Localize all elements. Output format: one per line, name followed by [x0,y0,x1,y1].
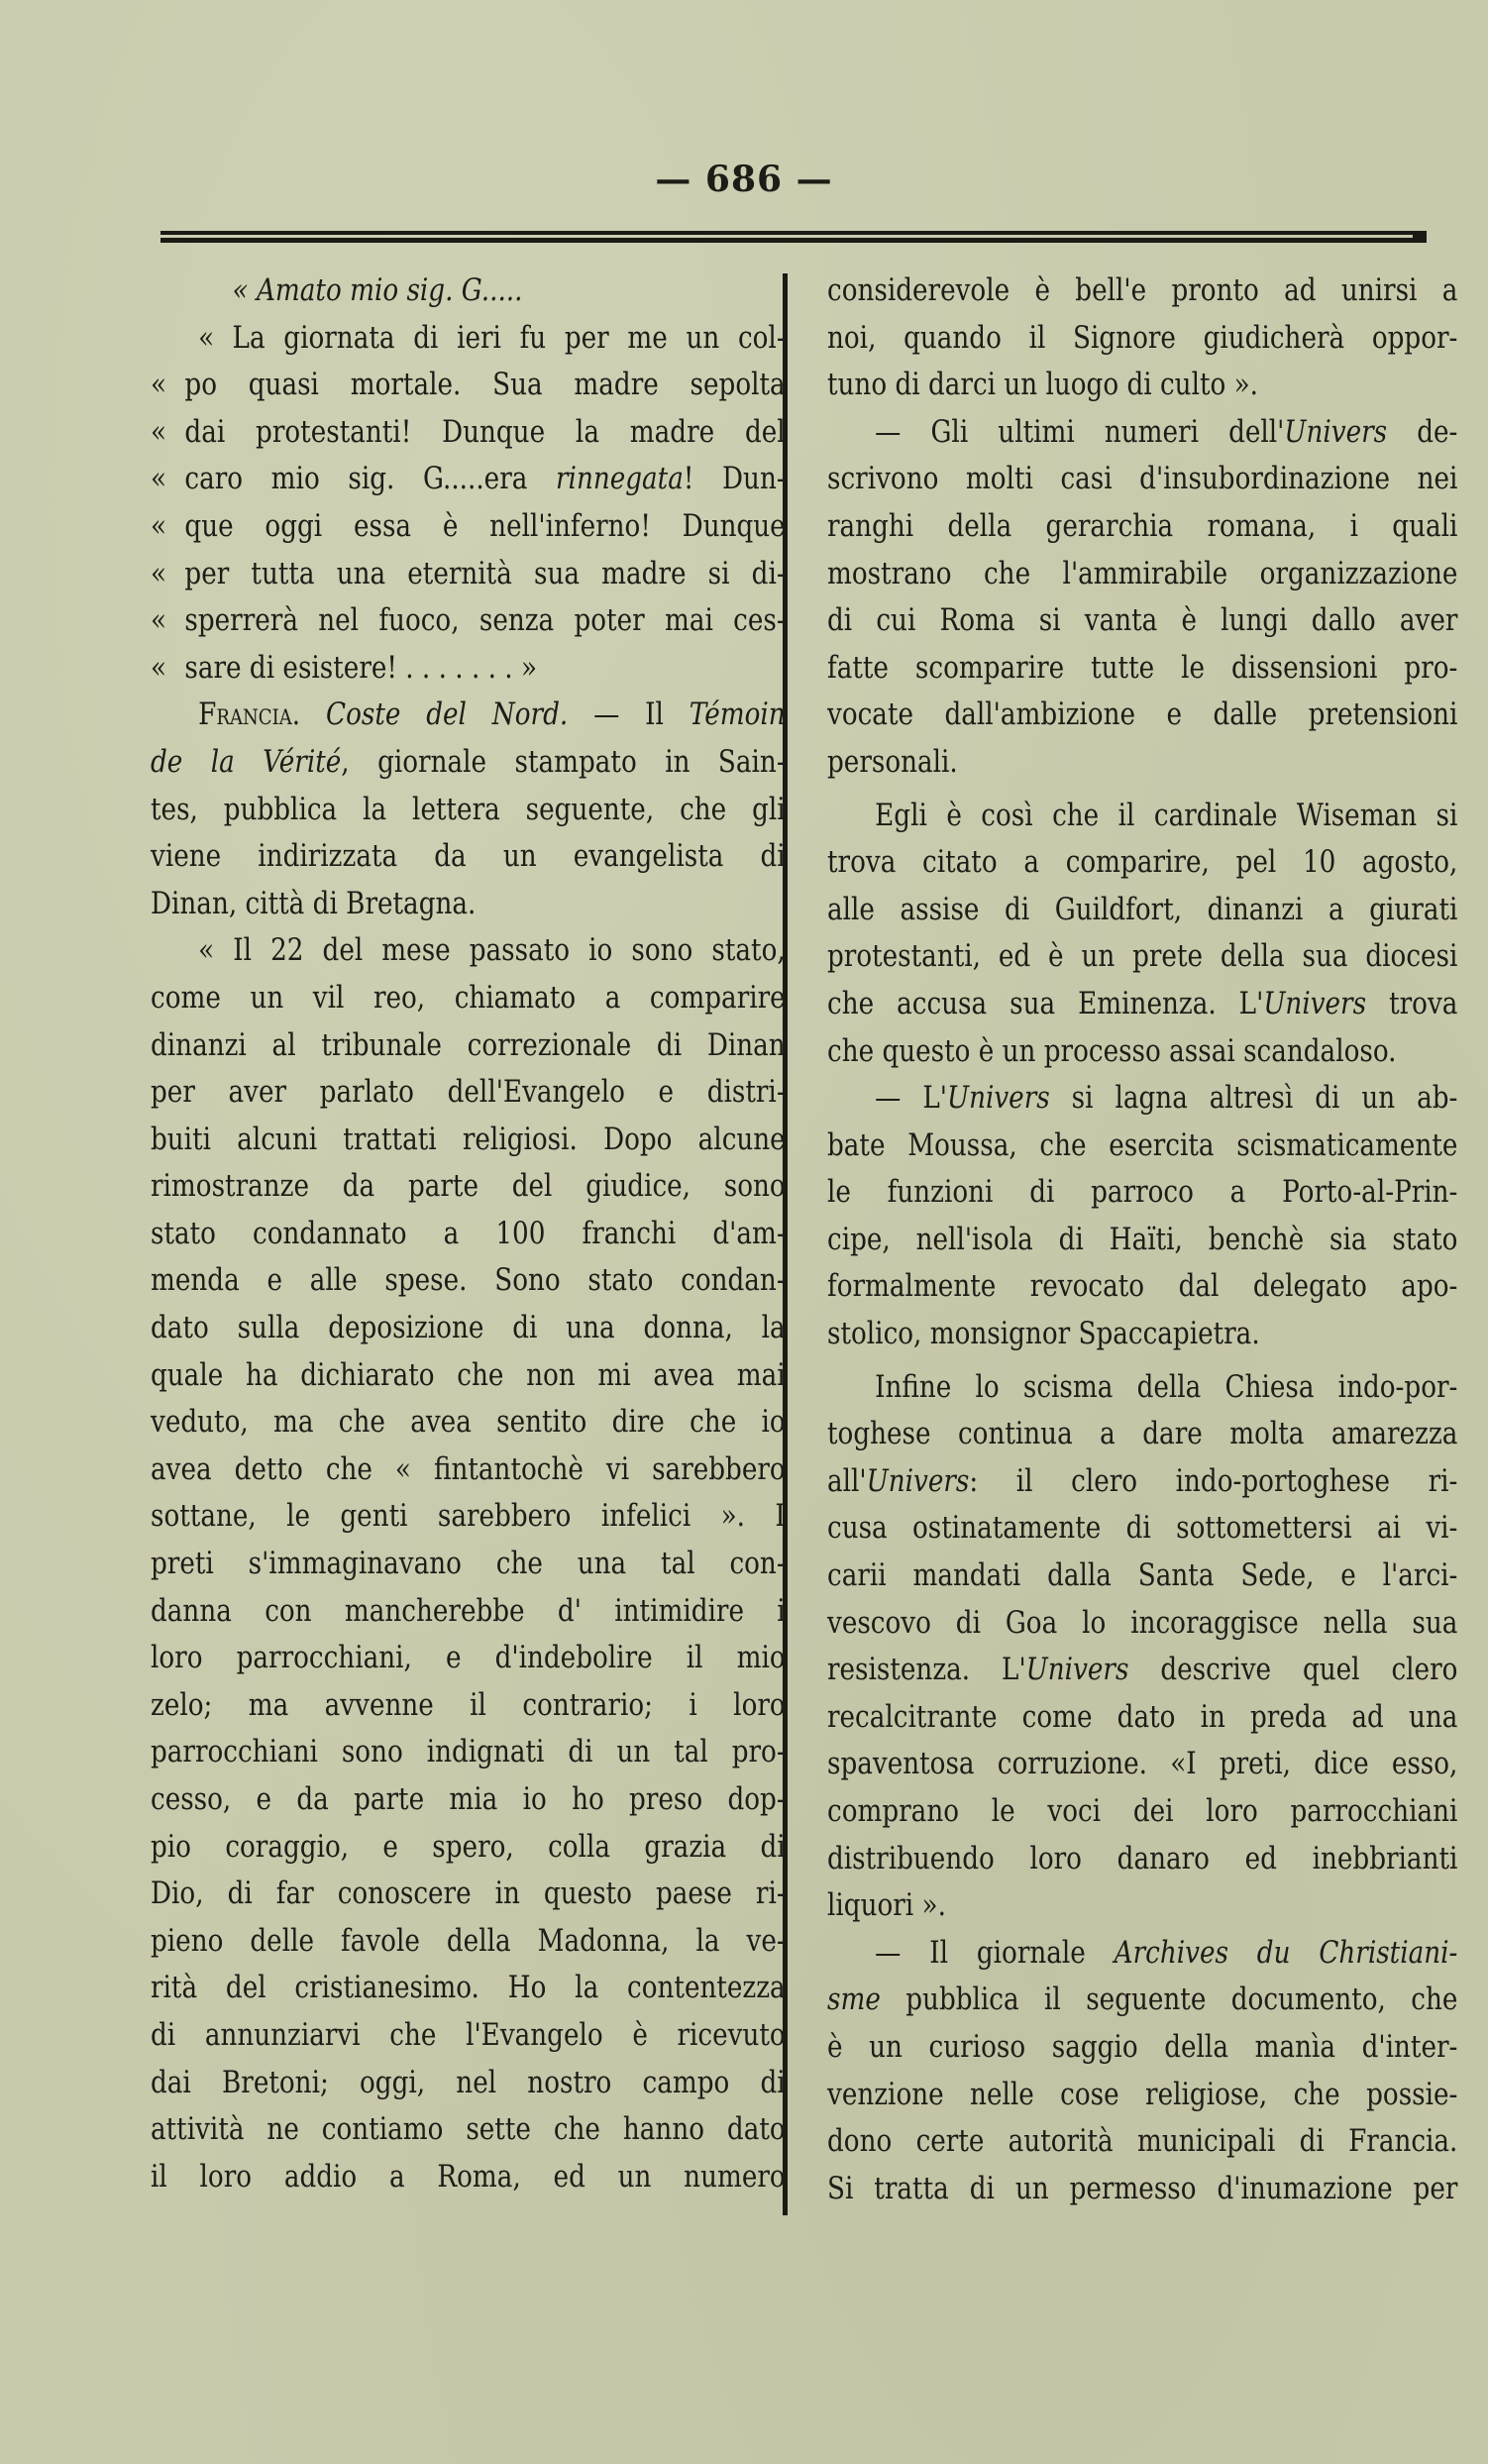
text-line: comprano le voci dei loro parrocchiani [827,1794,1458,1829]
scisma-paragraph-tail [827,1694,1457,1930]
salutation [151,268,786,315]
second-letter [151,927,786,2200]
text: — L' [875,1081,947,1117]
wiseman-paragraph [827,793,1457,981]
text-line: cipe, nell'isola di Haïti, benchè sia stato [827,1222,1458,1257]
newspaper-title-cont: de la Vérité [151,744,342,780]
scisma-paragraph [827,1505,1457,1647]
quote-mark: « [198,320,215,356]
text-line: pio coraggio, e spero, colla grazia di [151,1829,786,1865]
quote-mark: « [151,556,167,591]
letter-line: « sperrerà nel fuoco, senza poter mai ces- [151,597,786,645]
letter-quote [151,315,786,693]
text-line: rimostranze da parte del giudice, sono [151,1169,786,1205]
letter-line: « La giornata di ieri fu per me un col- [151,315,786,363]
archives-line [827,1930,1457,1978]
text: all' [827,1463,867,1499]
text: che accusa sua Eminenza. L' [827,986,1264,1021]
text-line: alle assise di Guildfort, dinanzi a giurati [827,892,1458,927]
text-line: cesso, e da parte mia io ho preso dop- [151,1782,786,1817]
letter-line: « sare di esistere! . . . . . . . » [151,645,786,693]
text-line: formalmente revocato dal delegato apo- [827,1269,1458,1305]
francia-text: , giornale stampato in Sain- [341,744,786,780]
letter-line: « caro mio sig. G.....era rinnegata! Dun- [151,456,786,503]
text-line: tuno di darci un luogo di culto ». [827,368,1259,403]
text-line: Dio, di far conoscere in questo paese ri- [151,1876,786,1912]
text-line: il loro addio a Roma, ed un numero [151,2159,786,2195]
text-line: per aver parlato dell'Evangelo e distri- [151,1075,786,1111]
text-line: dai Bretoni; oggi, nel nostro campo di [151,2065,786,2100]
text: : il clero indo-portoghese ri- [969,1463,1458,1499]
place-label: Coste del Nord. [325,697,569,733]
text-line: vocate dall'ambizione e dalle pretensioni [827,697,1458,733]
text-line: di annunziarvi che l'Evangelo è ricevuto [151,2017,786,2053]
text: pubblica il seguente documento, che [880,1982,1458,2018]
moussa-paragraph [827,1123,1457,1358]
newspaper-title: Univers [1284,414,1388,450]
text: de- [1387,414,1458,450]
text-line: spaventosa corruzione. «I preti, dice esso, [827,1747,1458,1782]
text-line: protestanti, ed è un prete della sua diocesi [827,939,1458,975]
text-line: viene indirizzata da un evangelista di [151,839,786,875]
newspaper-title: Archives du Christiani- [1114,1935,1458,1971]
text: — Il giornale [875,1935,1115,1971]
page-number: — 686 — [655,159,833,200]
text-line: fatte scomparire tutte le dissensioni pro- [827,650,1458,686]
text-line: zelo; ma avvenne il contrario; i loro [151,1687,786,1723]
archives-line [827,1977,1457,2024]
text: si lagna altresì di un ab- [1049,1081,1458,1117]
quote-mark: « [151,603,167,639]
francia-heading-line: Francia. Coste del Nord. — Il Témoin [198,697,786,733]
text-line: quale ha dichiarato che non mi avea mai [151,1357,786,1393]
text-line: distribuendo loro danaro ed inebbrianti [827,1841,1458,1876]
text-line: mostrano che l'ammirabile organizzazione [827,556,1458,591]
text-line: pieno delle favole della Madonna, la ve- [151,1923,786,1959]
text: descrive quel clero [1128,1653,1458,1688]
text-line: è un curioso saggio della manìa d'inter- [827,2029,1458,2065]
wiseman-line: che questo è un processo assai scandaloso. [827,1033,1397,1069]
text-line: le funzioni di parroco a Porto-al-Prin- [827,1175,1458,1211]
quote-mark: « [151,462,167,497]
quote-mark: « [151,508,167,544]
continuation-paragraph [827,268,1457,409]
text-line: Dinan, città di Bretagna. [151,886,477,921]
text-line: venzione nelle cose religiose, che possie- [827,2077,1458,2112]
newspaper-title: Univers [866,1463,970,1499]
text-line: tes, pubblica la lettera seguente, che gli [151,792,786,827]
text-line: ranghi della gerarchia romana, i quali [827,508,1458,544]
scisma-line [827,1458,1457,1506]
text-line: carii mandati dalla Santa Sede, e l'arci- [827,1558,1458,1594]
text-line: bate Moussa, che esercita scismaticamente [827,1127,1458,1163]
scisma-line: toghese continua a dare molta amarezza [827,1417,1458,1452]
text-line: menda e alle spese. Sono stato condan- [151,1263,786,1299]
text-line: di cui Roma si vanta è lungi dallo aver [827,603,1458,639]
text-line: preti s'immaginavano che una tal con- [151,1547,786,1582]
wiseman-line [827,981,1457,1028]
text-line: dato sulla deposizione di una donna, la [151,1311,786,1346]
newspaper-title: Témoin [689,697,786,733]
newspaper-title: Univers [946,1081,1050,1117]
header-rule [160,231,1425,243]
text-line: cusa ostinatamente di sottomettersi ai vi- [827,1511,1458,1547]
text-line: scrivono molti casi d'insubordinazione nei [827,462,1458,497]
left-column [151,268,786,2200]
text-line: stolico, monsignor Spaccapietra. [827,1317,1260,1352]
text-line: parrocchiani sono indignati di un tal pro- [151,1735,786,1770]
text-line: recalcitrante come dato in preda ad una [827,1699,1458,1735]
francia-line [151,739,786,787]
quote-mark: « [151,650,167,686]
quote-mark: « [151,414,167,450]
text-line: Egli è così che il cardinale Wiseman si [875,798,1458,833]
francia-paragraph [151,787,786,928]
text-line: buiti alcuni trattati religiosi. Dopo alcune [151,1122,786,1157]
emphasis: rinnegata [556,462,684,497]
univers-paragraph [827,456,1457,786]
text-line: liquori ». [827,1888,946,1924]
text-line: personali. [827,744,958,780]
quote-mark: « [151,368,167,403]
text-line: Si tratta di un permesso d'inumazione per [827,2171,1458,2206]
newspaper-title: Univers [1025,1653,1129,1688]
text-line: avea detto che « fintantochè vi sarebbero [151,1451,786,1487]
scisma-line: Infine lo scisma della Chiesa indo-por- [875,1369,1458,1405]
text-line: noi, quando il Signore giudicherà oppor- [827,320,1458,356]
text-line: dinanzi al tribunale correzionale di Dinan [151,1027,786,1063]
text-line: come un vil reo, chiamato a comparire [151,980,786,1016]
text-line: « Il 22 del mese passato io sono stato, [198,933,786,969]
text: — Gli ultimi numeri dell' [875,414,1285,450]
text: resistenza. L' [827,1653,1026,1688]
scisma-line [827,1647,1457,1694]
letter-line: « dai protestanti! Dunque la madre del [151,409,786,457]
text-line: veduto, ma che avea sentito dire che io [151,1405,786,1441]
text: trova [1366,986,1458,1021]
text-line: trova citato a comparire, pel 10 agosto, [827,845,1458,881]
text-line: dono certe autorità municipali di Francia. [827,2124,1458,2160]
archives-paragraph [827,2024,1457,2212]
country-label: Francia [198,697,292,733]
text-line: loro parrocchiani, e d'indebolire il mio [151,1641,786,1676]
salutation-text: « Amato mio sig. G..... [232,273,523,308]
text-line: sottane, le genti sarebbero infelici ». I [151,1499,786,1535]
newspaper-title-cont: sme [827,1982,881,2018]
newspaper-title: Univers [1263,986,1367,1021]
letter-line: « po quasi mortale. Sua madre sepolta [151,362,786,409]
text-line: considerevole è bell'e pronto ad unirsi a [827,273,1458,308]
right-column [827,268,1457,2212]
univers-line [827,409,1457,457]
letter-line: « per tutta una eternità sua madre si di- [151,551,786,598]
text-line: danna con mancherebbe d' intimidire i [151,1593,786,1629]
letter-line: « que oggi essa è nell'inferno! Dunque [151,503,786,551]
text-line: stato condannato a 100 franchi d'am- [151,1216,786,1251]
text-line: vescovo di Goa lo incoraggisce nella sua [827,1605,1458,1641]
text-line: attività ne contiamo sette che hanno dato [151,2112,786,2148]
moussa-line [827,1075,1457,1123]
text-line: rità del cristianesimo. Ho la contentezza [151,1971,786,2006]
dash-text: — Il [568,697,690,733]
